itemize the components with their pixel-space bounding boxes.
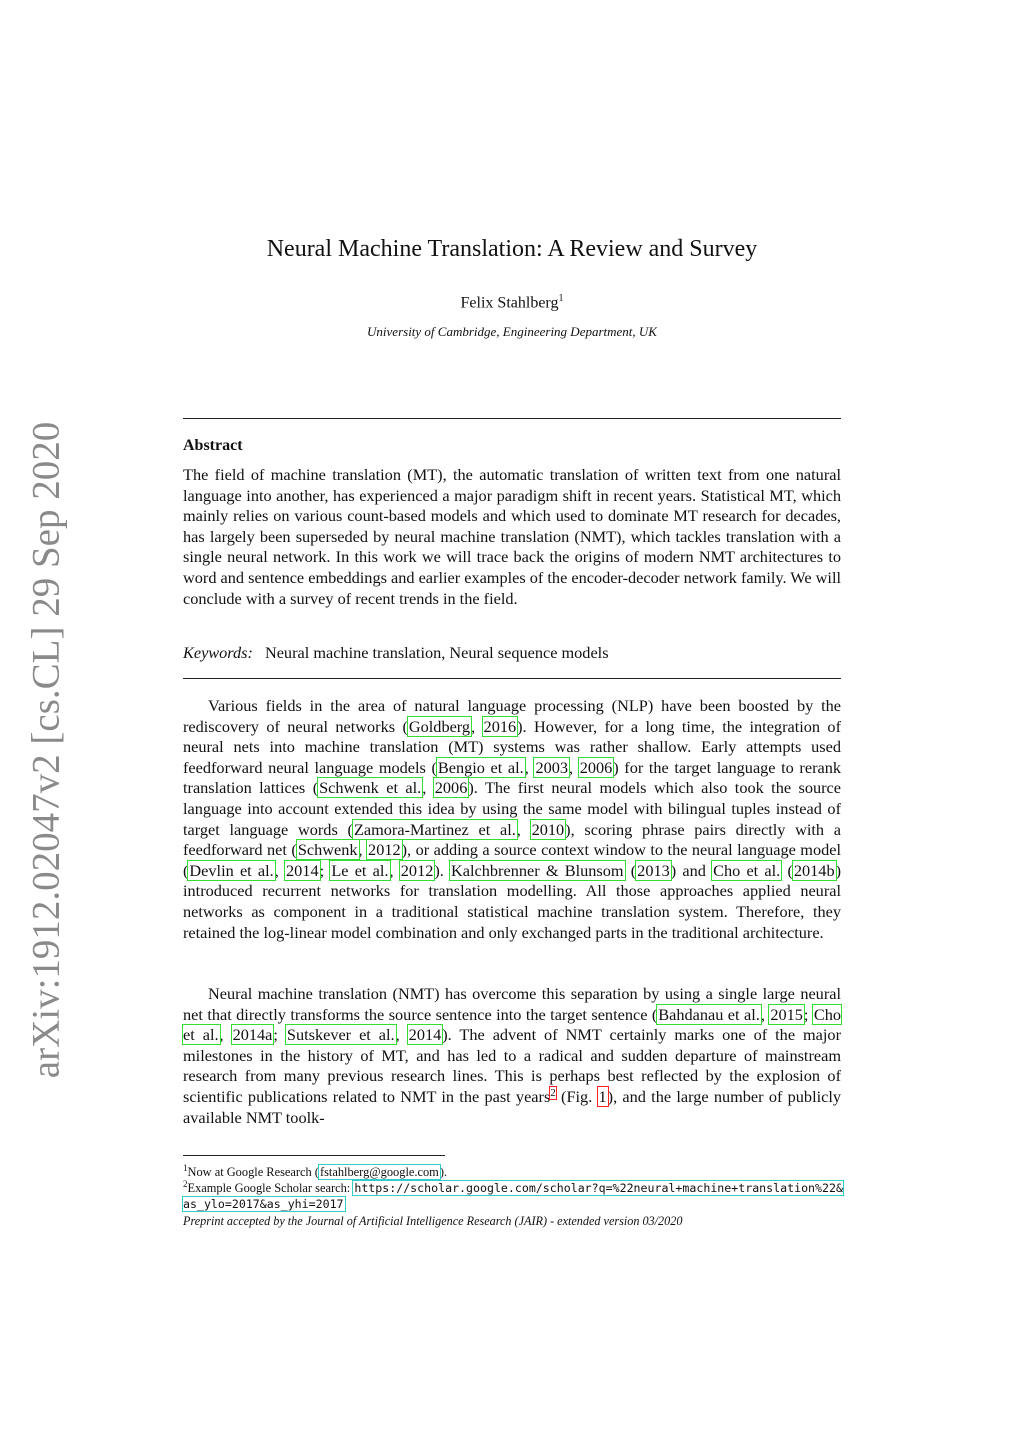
- author-footnote-mark[interactable]: 1: [558, 293, 564, 304]
- author-affiliation: University of Cambridge, Engineering Department, UK: [367, 324, 657, 339]
- author-line: [0, 293, 1024, 312]
- citation-link[interactable]: Goldberg: [408, 716, 471, 736]
- body-text: ,: [219, 1025, 232, 1045]
- citation-link[interactable]: 2003: [535, 757, 568, 777]
- body-text: ). However, for a long time, the integration of neural nets into machine translation (MT) systems was rather shallow. Early attempts used feedforward neural language models (: [183, 716, 841, 777]
- citation-link[interactable]: 2013: [637, 860, 670, 880]
- body-text: ). The advent of NMT certainly marks one of the major milestones in the history of MT, and has led to a radical and sudden departure of mainstream research from many previous research lines. This is perhaps best reflected by the explosion of scientific publications related to NMT in the past years: [183, 1025, 841, 1106]
- footnote-reference-link[interactable]: 2: [550, 1086, 556, 1099]
- footnote-text: Example Google Scholar search:: [187, 1181, 354, 1196]
- citation-link[interactable]: Devlin et al.: [189, 860, 274, 880]
- body-text: ,: [395, 1025, 408, 1045]
- body-text: (: [624, 860, 637, 880]
- email-link[interactable]: fstahlberg@google.com: [319, 1165, 439, 1180]
- citation-link[interactable]: 2014b: [793, 860, 835, 880]
- citation-link[interactable]: Sutskever et al.: [286, 1025, 395, 1045]
- body-text: ) and: [670, 860, 713, 880]
- scholar-url-link[interactable]: https://scholar.google.com/scholar?q=%22neural+machine+translation%22&as_ylo=2017&as_yhi=2017: [183, 1181, 843, 1212]
- body-text: ) for the target language to rerank translation lattices (: [183, 757, 842, 798]
- abstract-heading: Abstract: [183, 437, 243, 454]
- abstract-text: The field of machine translation (MT), the automatic translation of written text from one natural language into another, has experienced a major paradigm shift in recent years. Statistical MT, which mainly relies on various count-based models and which used to dominate MT research for decades, has largely been superseded by neural machine translation (NMT), which tackles translation with a single neural network. In this work we will trace back the origins of modern NMT architectures to word and sentence embeddings and earlier examples of the encoder-decoder network family. We will conclude with a survey of recent trends in the field.: [183, 465, 841, 608]
- citation-link[interactable]: Kalchbrenner & Blunsom: [451, 860, 624, 880]
- body-text: ). The first neural models which also took the source language into account extended this idea by using the same model with bilingual tuples instead of target language words (: [183, 778, 841, 839]
- citation-link[interactable]: 2010: [531, 819, 565, 839]
- body-text: ,: [274, 860, 286, 880]
- citation-link[interactable]: Le et al.: [331, 860, 389, 880]
- body-text: ), scoring phrase pairs directly with a feedforward net (: [183, 819, 842, 860]
- body-text: ), and the large number of publicly available NMT toolk-: [183, 1086, 842, 1127]
- keywords-text: Neural machine translation, Neural sequence models: [264, 643, 609, 662]
- abstract-top-rule: [183, 418, 841, 419]
- footnote-rule: [183, 1155, 445, 1156]
- body-text: Various fields in the area of natural language processing (NLP) have been boosted by the rediscovery of neural networks (: [183, 696, 841, 736]
- body-text: ,: [524, 757, 535, 777]
- body-text: ), or adding a source context window to the neural language model (: [183, 840, 842, 880]
- arxiv-identifier-stamp: arXiv:1912.02047v2 [cs.CL] 29 Sep 2020: [24, 421, 68, 1079]
- citation-link[interactable]: 2015: [770, 1004, 803, 1024]
- citation-link[interactable]: Cho et al.: [183, 1004, 841, 1045]
- intro-paragraph-2: [183, 984, 841, 1128]
- body-text: ,: [760, 1004, 770, 1024]
- body-text: ,: [471, 716, 483, 736]
- body-text: Neural machine translation (NMT) has overcome this separation by using a single large neural net that directly transforms the source sentence into the target sentence (: [183, 984, 841, 1024]
- citation-link[interactable]: 2014: [408, 1025, 442, 1045]
- citation-link[interactable]: Bengio et al.: [437, 757, 524, 777]
- body-text: ,: [516, 819, 531, 839]
- body-text: ;: [803, 1004, 813, 1024]
- body-text: ) introduced recurrent networks for translation modelling. All those approaches applied neural networks as component in a traditional statistical machine translation system. Therefore, they retained the log-linear model combination and only exchanged parts in the traditional architecture.: [183, 860, 841, 942]
- citation-link[interactable]: 2006: [434, 778, 468, 798]
- citation-link[interactable]: 2012: [368, 840, 401, 860]
- citation-link[interactable]: Cho et al.: [713, 860, 781, 880]
- figure-reference-link[interactable]: 1: [598, 1086, 607, 1106]
- footnote-2: [183, 1176, 843, 1212]
- keywords-line: [183, 643, 841, 664]
- preprint-note: Preprint accepted by the Journal of Artificial Intelligence Research (JAIR) - extended version 03/2020: [183, 1214, 683, 1228]
- body-text: ,: [389, 860, 400, 880]
- citation-link[interactable]: 2016: [483, 716, 517, 736]
- body-text: ,: [358, 840, 368, 860]
- body-text: ,: [569, 757, 579, 777]
- citation-link[interactable]: Schwenk: [297, 840, 358, 860]
- footnote-text: Now at Google Research (: [187, 1165, 319, 1180]
- citation-link[interactable]: 2014a: [232, 1025, 273, 1045]
- citation-link[interactable]: Schwenk et al.: [319, 778, 422, 798]
- intro-paragraph-1: [183, 696, 841, 943]
- citation-link[interactable]: 2014: [286, 860, 319, 880]
- abstract-bottom-rule: [183, 678, 841, 679]
- citation-link[interactable]: 2012: [400, 860, 434, 880]
- body-text: ).: [434, 860, 451, 880]
- footnote-mark: 1: [183, 1163, 188, 1173]
- author-name: Felix Stahlberg: [460, 294, 559, 312]
- body-text: ;: [273, 1025, 286, 1045]
- citation-link[interactable]: Zamora-Martinez et al.: [353, 819, 516, 839]
- citation-link[interactable]: Bahdanau et al.: [658, 1004, 760, 1024]
- citation-link[interactable]: 2006: [579, 757, 613, 777]
- body-text: ,: [422, 778, 434, 798]
- footnote-text: ).: [439, 1165, 448, 1180]
- body-text: (: [781, 860, 793, 880]
- body-text: ;: [319, 860, 331, 880]
- paper-title: Neural Machine Translation: A Review and Survey: [266, 236, 758, 262]
- body-text: (Fig.: [555, 1086, 598, 1106]
- keywords-label: Keywords:: [183, 643, 253, 662]
- footnote-mark: 2: [183, 1179, 188, 1189]
